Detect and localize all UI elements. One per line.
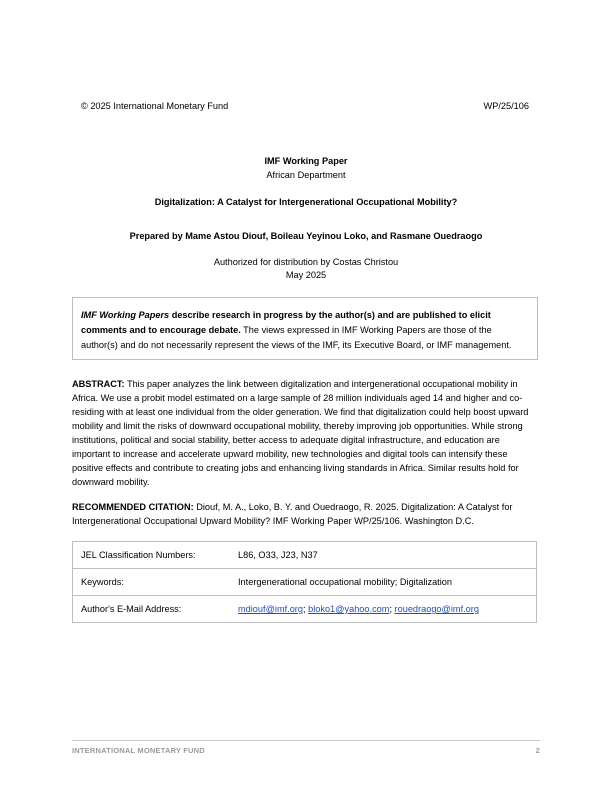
table-row	[73, 542, 537, 569]
citation-label: RECOMMENDED CITATION:	[72, 502, 194, 512]
email-label: Author's E-Mail Address:	[73, 596, 239, 623]
paper-info-table	[72, 541, 537, 623]
table-row	[73, 569, 537, 596]
keywords-value: Intergenerational occupational mobility; Digitalization	[238, 569, 537, 596]
keywords-label: Keywords:	[73, 569, 239, 596]
header-line	[81, 101, 529, 111]
abstract-label: ABSTRACT:	[72, 379, 125, 389]
paper-number: WP/25/106	[483, 101, 529, 111]
jel-label: JEL Classification Numbers:	[73, 542, 239, 569]
copyright-text: © 2025 International Monetary Fund	[81, 101, 229, 111]
email-list	[238, 596, 537, 623]
jel-value: L86, O33, J23, N37	[238, 542, 537, 569]
email-link-loko[interactable]: bloko1@yahoo.com	[308, 604, 390, 614]
disclaimer-bold: describe research in progress by the author(s) and are published to elicit comments and to encourage debate.	[81, 310, 491, 335]
authors-line: Prepared by Mame Astou Diouf, Boileau Yeyinou Loko, and Rasmane Ouedraogo	[129, 231, 483, 241]
email-separator: ;	[302, 604, 309, 614]
citation-paragraph	[72, 500, 540, 528]
footer-org: INTERNATIONAL MONETARY FUND	[72, 746, 205, 755]
abstract-paragraph	[72, 377, 540, 489]
page-number: 2	[535, 746, 540, 755]
disclaimer-box	[72, 297, 538, 360]
email-link-diouf[interactable]: mdiouf@imf.org	[238, 604, 303, 614]
citation-text: Diouf, M. A., Loko, B. Y. and Ouedraogo, R. 2025. Digitalization: A Catalyst for Intergenerational Occupational Upward Mobility? IMF Working Paper WP/25/106. Washington D.C.	[72, 502, 513, 526]
publication-date: May 2025	[285, 270, 327, 280]
authorized-line: Authorized for distribution by Costas Christou	[213, 257, 399, 267]
series-label: IMF Working Paper	[264, 156, 348, 166]
disclaimer-text: The views expressed in IMF Working Papers are those of the author(s) and do not necessarily represent the views of the IMF, its Executive Board, or IMF management.	[81, 325, 512, 350]
department-label: African Department	[266, 170, 346, 180]
table-row	[73, 596, 537, 623]
email-separator: ;	[389, 604, 395, 614]
abstract-text: This paper analyzes the link between digitalization and intergenerational occupational mobility in Africa. We use a probit model estimated on a large sample of 28 million individuals aged 14 and higher and co-residing with at least one individual from the older generation. We find that digitalization could help boost upward mobility and limit the risks of downward occupational mobility, thereby improving job opportunities. While strong institutions, political and social stability, better access to adequate digital infrastructure, and education are important to increase and accelerate upward mobility, new technologies and digital tools can intensify these positive effects and contribute to creating jobs and enhancing living standards in Africa. Similar results hold for downward mobility.	[72, 379, 529, 487]
email-link-ouedraogo[interactable]: rouedraogo@imf.org	[394, 604, 479, 614]
paper-title: Digitalization: A Catalyst for Intergenerational Occupational Mobility?	[154, 197, 458, 207]
page-footer	[72, 746, 540, 755]
footer-divider	[72, 740, 540, 741]
disclaimer-lead: IMF Working Papers	[81, 310, 170, 320]
